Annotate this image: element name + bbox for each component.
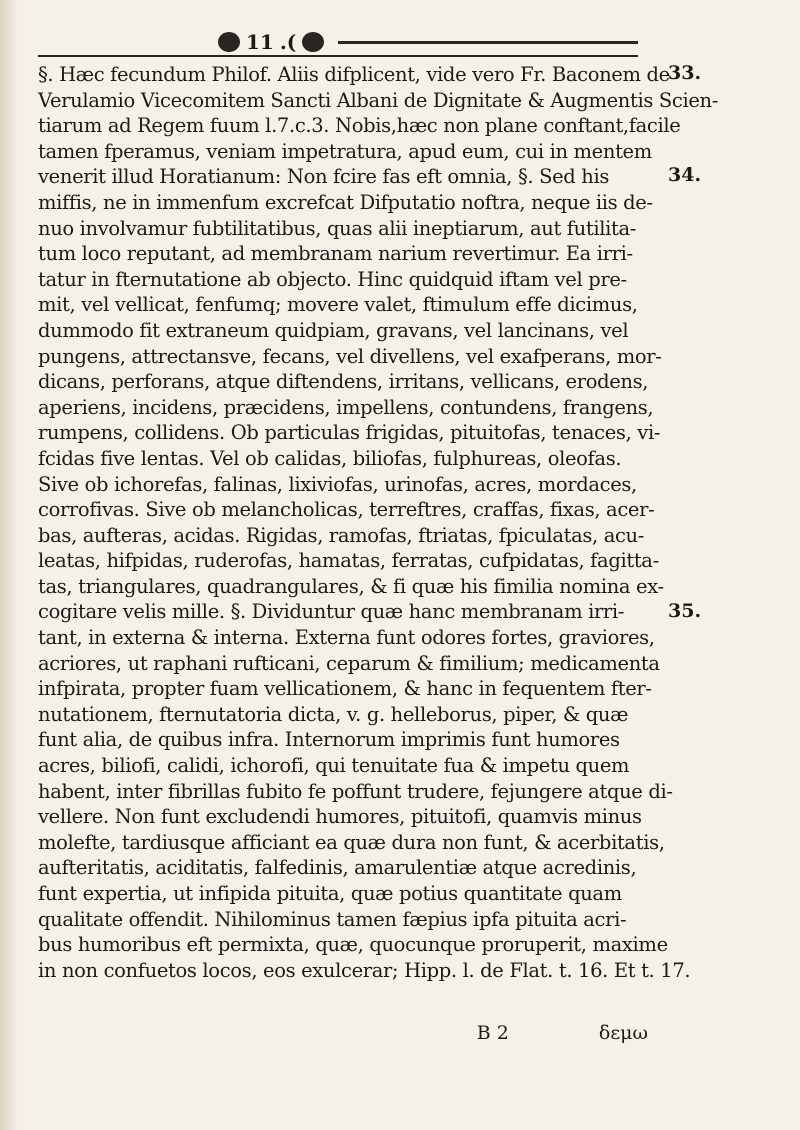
margin-number: 34. (668, 164, 702, 187)
text-line: tatur in fternutatione ab objecto. Hinc quidquid iftam vel pre- (38, 267, 627, 291)
text-line: funt alia, de quibus infra. Internorum imprimis funt humores (38, 728, 620, 752)
text-line: tum loco reputant, ad membranam narium revertimur. Ea irri- (38, 242, 633, 266)
page-footer (38, 1022, 648, 1044)
ornament-left-icon (218, 32, 240, 52)
text-line: acres, biliofi, calidi, ichorofi, qui tenuitate fua & impetu quem (38, 754, 630, 778)
text-line: miffis, ne in immenfum excrefcat Difputatio noftra, neque iis de- (38, 190, 653, 214)
text-line: Sive ob ichorefas, falinas, lixiviofas, urinofas, acres, mordaces, (38, 472, 637, 496)
text-line: tant, in externa & interna. Externa funt odores fortes, graviores, (38, 626, 655, 650)
text-line: venerit illud Horatianum: Non fcire fas eft omnia, §. Sed his (38, 165, 610, 189)
top-rule (38, 55, 638, 57)
text-line: corrofivas. Sive ob melancholicas, terreftres, craffas, fixas, acer- (38, 498, 655, 522)
catchword: δεμω (598, 1022, 648, 1044)
text-line: mit, vel vellicat, fenfumq; movere valet, ftimulum effe dicimus, (38, 293, 638, 317)
text-line: nutationem, fternutatoria dicta, v. g. helleborus, piper, & quæ (38, 702, 629, 726)
text-line: pungens, attrectansve, fecans, vel divellens, vel exafperans, mor- (38, 344, 662, 368)
text-line: rumpens, collidens. Ob particulas frigidas, pituitofas, tenaces, vi- (38, 421, 661, 445)
text-line: cogitare velis mille. §. Dividuntur quæ hanc membranam irri- (38, 600, 625, 624)
running-header (218, 28, 638, 56)
margin-number: 33. (668, 62, 702, 84)
page-edge-shadow (0, 0, 18, 1130)
text-line: §. Hæc fecundum Philof. Aliis difplicent, vide vero Fr. Baconem de (38, 63, 670, 86)
text-line: funt expertia, ut infipida pituita, quæ potius quantitate quam (38, 882, 622, 905)
text-line: fcidas five lentas. Vel ob calidas, biliofas, fulphureas, oleofas. (38, 446, 622, 470)
header-rule (338, 41, 638, 44)
signature-mark: B 2 (476, 1022, 509, 1044)
text-line: aperiens, incidens, præcidens, impellens, contundens, frangens, (38, 395, 654, 419)
text-line: dicans, perforans, atque diftendens, irritans, vellicans, erodens, (38, 370, 649, 394)
text-line: leatas, hifpidas, ruderofas, hamatas, ferratas, cufpidatas, fagitta- (38, 549, 659, 573)
text-line: molefte, tardiusque afficiant ea quæ dura non funt, & acerbitatis, (38, 830, 665, 854)
text-line: aufteritatis, aciditatis, falfedinis, amarulentiæ atque acredinis, (38, 856, 637, 880)
text-line: nuo involvamur fubtilitatibus, quas alii ineptiarum, aut futilita- (38, 216, 637, 240)
text-line: infpirata, propter fuam vellicationem, & hanc in fequentem fter- (38, 677, 652, 701)
page-number-paren: .( (279, 30, 297, 54)
text-line: qualitate offendit. Nihilominus tamen fæpius ipfa pituita acri- (38, 907, 627, 931)
text-line: acriores, ut raphani rufticani, ceparum & fimilium; medicamenta (38, 651, 660, 675)
text-line: vellere. Non funt excludendi humores, pituitofi, quamvis minus (38, 805, 642, 829)
margin-number: 35. (668, 599, 702, 622)
ornament-right-icon (302, 32, 324, 52)
text-line: bas, aufteras, acidas. Rigidas, ramofas, ftriatas, fpiculatas, acu- (38, 523, 645, 547)
text-line: bus humoribus eft permixta, quæ, quocunque proruperit, maxime (38, 933, 668, 957)
text-line: dummodo fit extraneum quidpiam, gravans, vel lancinans, vel (38, 318, 629, 342)
text-line: tamen fperamus, veniam impetratura, apud eum, cui in mentem (38, 139, 652, 163)
text-line: tas, triangulares, quadrangulares, & fi quæ his fimilia nomina ex- (38, 574, 664, 598)
text-line: in non confuetos locos, eos exulcerar; Hipp. l. de Flat. t. 16. Et t. 17. (38, 958, 691, 982)
text-line: Verulamio Vicecomitem Sancti Albani de Dignitate & Augmentis Scien- (38, 88, 718, 112)
text-line: habent, inter fibrillas fubito fe poffunt trudere, fejungere atque di- (38, 779, 673, 803)
page-number: 11 (246, 30, 274, 54)
text-line: tiarum ad Regem fuum l.7.c.3. Nobis,hæc non plane conftant,facile (38, 114, 681, 138)
